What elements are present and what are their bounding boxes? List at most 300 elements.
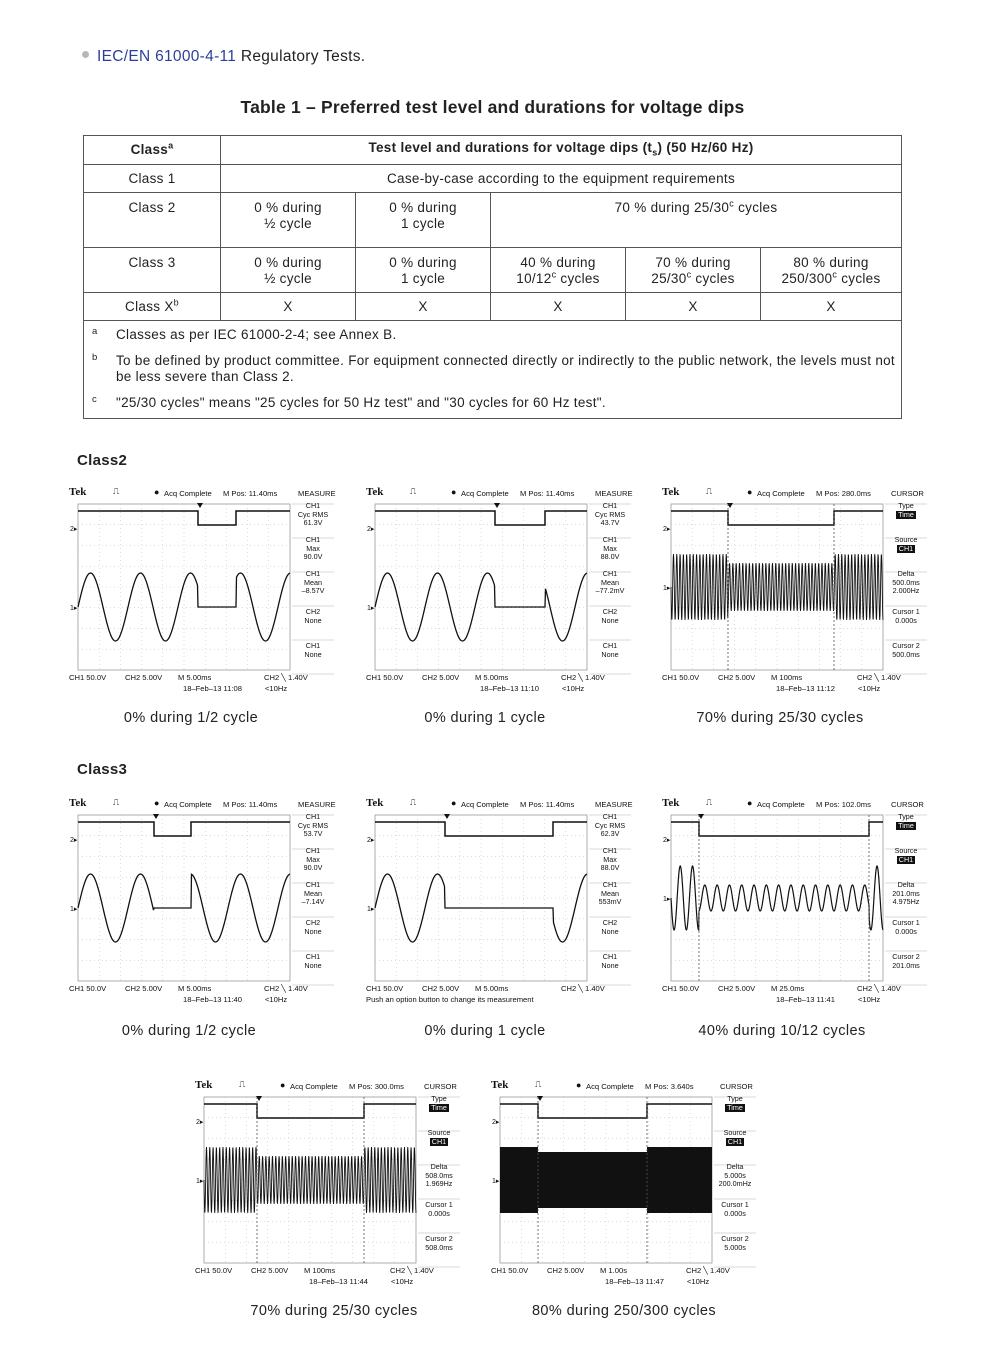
- class3-cell-3: 40 % during 10/12$^c$ cycles: [491, 248, 626, 293]
- timestamp: 18–Feb–13 11:47: [605, 1277, 664, 1286]
- side-menu-value: 0.000s: [724, 1208, 746, 1218]
- hint-text: Push an option button to change its measurement: [366, 995, 534, 1004]
- side-menu-button[interactable]: [587, 608, 633, 625]
- oscilloscope-screen: [68, 487, 336, 693]
- ch2-gate-trace: [204, 1104, 416, 1118]
- side-menu-button[interactable]: [290, 536, 336, 562]
- side-menu-value: CH1: [305, 569, 321, 578]
- oscilloscope-screen: [365, 798, 633, 1004]
- side-menu-button[interactable]: [883, 919, 929, 936]
- class2-cell-1: 0 % during ½ cycle: [221, 193, 356, 248]
- standard-link[interactable]: IEC/EN 61000-4-11: [97, 48, 237, 65]
- side-menu-value: 88.0V: [600, 552, 620, 562]
- ch2-scale: CH2 5.00V: [422, 984, 460, 993]
- table-title: Table 1 – Preferred test level and durations for voltage dips: [240, 97, 745, 117]
- side-menu-value: Mean: [304, 888, 322, 898]
- side-menu-value: CH1: [602, 880, 618, 889]
- side-menu-button[interactable]: [290, 642, 336, 659]
- caption-class3-40pct: 40% during 10/12 cycles: [698, 1023, 866, 1039]
- ch2-scale: CH2 5.00V: [251, 1266, 289, 1275]
- horizontal-position: M Pos: 11.40ms: [223, 489, 278, 498]
- side-menu-button[interactable]: [416, 1163, 462, 1189]
- side-menu-value: None: [304, 649, 322, 659]
- side-menu-button[interactable]: [290, 570, 336, 596]
- note-b: b To be defined by product committee. For equipment connected directly or indirectly to the public network, the levels must not be less severe than Class 2.: [92, 352, 895, 384]
- side-menu-value: Mean: [304, 577, 322, 587]
- voltage-dip-table: [83, 135, 902, 419]
- table-header-row: [84, 136, 902, 165]
- side-menu-value: Cursor 2: [425, 1234, 453, 1243]
- caption-class2-one-cycle: 0% during 1 cycle: [424, 710, 546, 726]
- graticule-grid: [671, 815, 883, 981]
- class3-cell-2: 0 % during 1 cycle: [356, 248, 491, 293]
- side-menu-button[interactable]: [712, 1129, 758, 1146]
- side-menu-button[interactable]: [883, 570, 929, 596]
- acq-status: Acq Complete: [757, 800, 805, 809]
- side-menu-value: Cursor 2: [721, 1234, 749, 1243]
- classx-cell: X: [356, 293, 491, 321]
- side-menu-value: 201.0ms: [892, 960, 920, 970]
- side-menu-button[interactable]: [587, 881, 633, 907]
- side-menu-value: Max: [603, 854, 617, 864]
- trigger-frequency: <10Hz: [687, 1277, 710, 1286]
- side-menu-button[interactable]: [587, 953, 633, 970]
- side-menu-button[interactable]: [883, 953, 929, 970]
- ch2-gate-trace: [375, 822, 587, 836]
- tek-logo: Tek: [662, 486, 680, 498]
- acq-status: Acq Complete: [164, 489, 212, 498]
- horizontal-position: M Pos: 102.0ms: [816, 800, 871, 809]
- ch1-marker: 1▸: [196, 1178, 204, 1185]
- header-levels: Test level and durations for voltage dips $(t_s)$ (50 Hz/60 Hz): [221, 136, 902, 165]
- acq-status-icon: ●: [451, 487, 457, 497]
- side-menu-value: 43.7V: [600, 518, 620, 528]
- class3-cell-4: 70 % during 25/30$^c$ cycles: [626, 248, 761, 293]
- tek-logo: Tek: [662, 797, 680, 809]
- side-menu-button[interactable]: [587, 536, 633, 562]
- timestamp: 18–Feb–13 11:40: [183, 995, 242, 1004]
- side-menu-value: CH2: [305, 918, 321, 927]
- horizontal-position: M Pos: 11.40ms: [520, 489, 575, 498]
- side-menu-value: None: [601, 615, 619, 625]
- side-menu-value: Max: [306, 543, 320, 553]
- oscilloscope-screen: [661, 798, 929, 1004]
- ch1-scale: CH1 50.0V: [69, 984, 107, 993]
- side-menu-value: Mean: [601, 888, 619, 898]
- ch2-marker: 2▸: [70, 526, 78, 533]
- ch1-marker: 1▸: [663, 896, 671, 903]
- side-menu-button[interactable]: [587, 847, 633, 873]
- timestamp: 18–Feb–13 11:10: [480, 684, 539, 693]
- side-menu-value: 553mV: [598, 897, 622, 907]
- side-menu-value: CH1: [898, 543, 914, 553]
- ch2-gate-trace: [671, 511, 883, 525]
- ch2-gate-trace: [78, 822, 290, 836]
- side-menu-value: CH1: [602, 812, 618, 821]
- trigger-position-icon: [197, 503, 203, 508]
- ch1-marker: 1▸: [367, 906, 375, 913]
- classx-label: Class $X^b$: [84, 293, 221, 321]
- side-menu-value: CH1: [305, 952, 321, 961]
- side-menu-button[interactable]: [712, 1235, 758, 1252]
- ch1-scale: CH1 50.0V: [366, 673, 404, 682]
- side-menu-value: CH2: [305, 607, 321, 616]
- ch2-scale: CH2 5.00V: [125, 984, 163, 993]
- side-menu-value: 0.000s: [428, 1208, 450, 1218]
- ch2-marker: 2▸: [492, 1119, 500, 1126]
- side-menu-value: 500.0ms: [892, 577, 920, 587]
- side-menu-value: Cyc RMS: [594, 820, 626, 830]
- ch2-scale: CH2 5.00V: [718, 673, 756, 682]
- menu-title: CURSOR: [891, 489, 924, 498]
- side-menu-value: 90.0V: [303, 552, 323, 562]
- classx-cell: X: [221, 293, 356, 321]
- timestamp: 18–Feb–13 11:12: [776, 684, 835, 693]
- side-menu-button[interactable]: [883, 642, 929, 659]
- side-menu-value: –77.2mV: [595, 586, 625, 596]
- menu-title: CURSOR: [720, 1082, 753, 1091]
- side-menu-button[interactable]: [416, 1095, 462, 1112]
- ch2-scale: CH2 5.00V: [718, 984, 756, 993]
- table-notes-row: [84, 321, 902, 419]
- side-menu-value: CH1: [305, 641, 321, 650]
- side-menu-value: 4.975Hz: [892, 897, 920, 907]
- note-c: c "25/30 cycles" means "25 cycles for 50 Hz test" and "30 cycles for 60 Hz test".: [92, 394, 606, 410]
- ch1-marker: 1▸: [367, 605, 375, 612]
- tek-logo: Tek: [366, 797, 384, 809]
- graticule-grid: [78, 815, 290, 981]
- caption-class3-half-cycle: 0% during 1/2 cycle: [121, 1023, 257, 1039]
- menu-title: MEASURE: [298, 800, 336, 809]
- side-menu-value: Type: [898, 812, 914, 821]
- acq-status-icon: ●: [451, 798, 457, 808]
- side-menu-button[interactable]: [290, 813, 336, 839]
- side-menu-value: Cyc RMS: [594, 509, 626, 519]
- class3-label: Class 3: [84, 248, 221, 293]
- side-menu-value: 88.0V: [600, 863, 620, 873]
- ch1-scale: CH1 50.0V: [69, 673, 107, 682]
- side-menu-value: CH1: [305, 535, 321, 544]
- side-menu-button[interactable]: [290, 608, 336, 625]
- horizontal-position: M Pos: 280.0ms: [816, 489, 871, 498]
- tek-logo: Tek: [69, 486, 87, 498]
- trigger-level: CH2 ╲ 1.40V: [264, 673, 308, 682]
- side-menu-button[interactable]: [290, 502, 336, 528]
- classx-cell: X: [491, 293, 626, 321]
- side-menu-button[interactable]: [883, 881, 929, 907]
- side-menu-value: 508.0ms: [425, 1242, 453, 1252]
- caption-class2-half-cycle: 0% during 1/2 cycle: [123, 710, 259, 726]
- graticule-grid: [375, 504, 587, 670]
- menu-title: MEASURE: [595, 489, 633, 498]
- trigger-frequency: <10Hz: [391, 1277, 414, 1286]
- oscilloscope-screen: [365, 487, 633, 693]
- side-menu-value: CH1: [602, 846, 618, 855]
- trigger-level: CH2 ╲ 1.40V: [686, 1266, 730, 1275]
- ch1-marker: 1▸: [70, 906, 78, 913]
- side-menu-value: CH1: [602, 569, 618, 578]
- caption-class3-80pct: 80% during 250/300 cycles: [531, 1303, 717, 1319]
- oscilloscope-screen: [490, 1080, 758, 1286]
- side-menu-button[interactable]: [587, 570, 633, 596]
- ch1-waveform: [375, 573, 587, 641]
- table-row-class3: [84, 248, 902, 293]
- graticule-grid: [375, 815, 587, 981]
- tek-logo: Tek: [195, 1079, 213, 1091]
- menu-title: MEASURE: [595, 800, 633, 809]
- trigger-level: CH2 ╲ 1.40V: [561, 984, 605, 993]
- side-menu-button[interactable]: [883, 502, 929, 519]
- side-menu-button[interactable]: [416, 1235, 462, 1252]
- horizontal-position: M Pos: 11.40ms: [223, 800, 278, 809]
- side-menu-value: Type: [727, 1094, 743, 1103]
- side-menu-value: CH1: [305, 846, 321, 855]
- timebase: M 25.0ms: [771, 984, 805, 993]
- ch1-scale: CH1 50.0V: [195, 1266, 233, 1275]
- section-class2: Class2: [77, 452, 128, 469]
- ch1-waveform: [671, 554, 883, 620]
- timestamp: 18–Feb–13 11:44: [309, 1277, 368, 1286]
- side-menu-value: CH1: [305, 812, 321, 821]
- side-menu-value: 2.000Hz: [892, 586, 920, 596]
- trigger-status-icon: ⎍: [410, 486, 417, 496]
- acq-status: Acq Complete: [586, 1082, 634, 1091]
- acq-status-icon: ●: [280, 1080, 286, 1090]
- caption-class2-70pct: 70% during 25/30 cycles: [696, 710, 864, 726]
- oscilloscope-screen: [661, 487, 929, 693]
- side-menu-value: 0.000s: [895, 615, 917, 625]
- side-menu-value: Mean: [601, 577, 619, 587]
- horizontal-position: M Pos: 11.40ms: [520, 800, 575, 809]
- trigger-position-icon: [494, 503, 500, 508]
- side-menu-value: 1.969Hz: [425, 1179, 453, 1189]
- classx-cell: X: [626, 293, 761, 321]
- side-menu-value: None: [601, 649, 619, 659]
- oscilloscope-screen: [68, 798, 336, 1004]
- timebase: M 5.00ms: [178, 673, 212, 682]
- note-a: a Classes as per IEC 61000-2-4; see Annex B.: [92, 326, 397, 342]
- acq-status: Acq Complete: [290, 1082, 338, 1091]
- timebase: M 100ms: [771, 673, 803, 682]
- trigger-level: CH2 ╲ 1.40V: [390, 1266, 434, 1275]
- side-menu-button[interactable]: [883, 847, 929, 864]
- acq-status-icon: ●: [747, 487, 753, 497]
- timebase: M 5.00ms: [178, 984, 212, 993]
- side-menu-value: 5.000s: [724, 1170, 746, 1180]
- side-menu-button[interactable]: [587, 642, 633, 659]
- acq-status-icon: ●: [576, 1080, 582, 1090]
- trigger-frequency: <10Hz: [265, 995, 288, 1004]
- side-menu-value: Delta: [897, 880, 915, 889]
- side-menu-value: Source: [894, 846, 918, 855]
- trigger-level: CH2 ╲ 1.40V: [857, 984, 901, 993]
- side-menu-value: None: [601, 960, 619, 970]
- side-menu-value: Source: [427, 1128, 451, 1137]
- side-menu-button[interactable]: [883, 608, 929, 625]
- trigger-position-icon: [153, 814, 159, 819]
- ch1-marker: 1▸: [663, 585, 671, 592]
- tek-logo: Tek: [69, 797, 87, 809]
- trigger-level: CH2 ╲ 1.40V: [561, 673, 605, 682]
- class3-cell-5: 80 % during 250/300$^c$ cycles: [761, 248, 902, 293]
- side-menu-button[interactable]: [587, 919, 633, 936]
- side-menu-value: 0.000s: [895, 926, 917, 936]
- acq-status: Acq Complete: [461, 489, 509, 498]
- side-menu-value: Cursor 1: [892, 607, 920, 616]
- side-menu-value: Type: [898, 501, 914, 510]
- class2-cell-3: 70 % during 25/30$^c$ cycles: [491, 193, 902, 248]
- side-menu-value: None: [304, 926, 322, 936]
- ch2-gate-trace: [500, 1104, 712, 1118]
- ch2-gate-trace: [671, 822, 883, 836]
- side-menu-value: 53.7V: [303, 829, 323, 839]
- side-menu-button[interactable]: [712, 1095, 758, 1112]
- class3-cell-1: 0 % during ½ cycle: [221, 248, 356, 293]
- side-menu-value: CH1: [602, 641, 618, 650]
- side-menu-value: Cursor 1: [721, 1200, 749, 1209]
- side-menu-button[interactable]: [290, 881, 336, 907]
- ch1-scale: CH1 50.0V: [662, 673, 700, 682]
- ch2-marker: 2▸: [663, 526, 671, 533]
- side-menu-value: CH1: [305, 880, 321, 889]
- menu-title: CURSOR: [424, 1082, 457, 1091]
- side-menu-value: CH1: [305, 501, 321, 510]
- side-menu-button[interactable]: [712, 1201, 758, 1218]
- side-menu-button[interactable]: [587, 813, 633, 839]
- table-row-classx: [84, 293, 902, 321]
- side-menu-value: Source: [723, 1128, 747, 1137]
- side-menu-value: –8.57V: [301, 586, 325, 596]
- trigger-status-icon: ⎍: [706, 486, 713, 496]
- table-row-class2: [84, 193, 902, 248]
- timestamp: 18–Feb–13 11:41: [776, 995, 835, 1004]
- side-menu-value: Delta: [430, 1162, 448, 1171]
- ch1-scale: CH1 50.0V: [366, 984, 404, 993]
- ch1-marker: 1▸: [70, 605, 78, 612]
- table-row-class1: [84, 165, 902, 193]
- side-menu-value: CH2: [602, 607, 618, 616]
- side-menu-value: CH1: [602, 535, 618, 544]
- side-menu-value: CH1: [431, 1136, 447, 1146]
- ch2-marker: 2▸: [367, 526, 375, 533]
- oscilloscope-screen: [194, 1080, 462, 1286]
- trigger-status-icon: ⎍: [113, 797, 120, 807]
- ch2-scale: CH2 5.00V: [422, 673, 460, 682]
- side-menu-value: None: [304, 960, 322, 970]
- side-menu-button[interactable]: [290, 847, 336, 873]
- acq-status-icon: ●: [154, 487, 160, 497]
- ch2-marker: 2▸: [70, 837, 78, 844]
- ch2-gate-trace: [375, 511, 587, 525]
- horizontal-position: M Pos: 3.640s: [645, 1082, 694, 1091]
- tek-logo: Tek: [366, 486, 384, 498]
- class2-cell-2: 0 % during 1 cycle: [356, 193, 491, 248]
- trigger-frequency: <10Hz: [265, 684, 288, 693]
- trigger-status-icon: ⎍: [535, 1079, 542, 1089]
- side-menu-value: None: [601, 926, 619, 936]
- ch1-marker: 1▸: [492, 1178, 500, 1185]
- side-menu-value: CH1: [727, 1136, 743, 1146]
- side-menu-value: 61.3V: [303, 518, 323, 528]
- side-menu-value: Cursor 2: [892, 952, 920, 961]
- side-menu-button[interactable]: [587, 502, 633, 528]
- ch1-waveform: [204, 1147, 416, 1213]
- side-menu-button[interactable]: [290, 919, 336, 936]
- table-notes: [84, 321, 902, 419]
- timebase: M 5.00ms: [475, 984, 509, 993]
- trigger-status-icon: ⎍: [113, 486, 120, 496]
- ch1-scale: CH1 50.0V: [662, 984, 700, 993]
- side-menu-button[interactable]: [290, 953, 336, 970]
- side-menu-value: CH1: [898, 854, 914, 864]
- side-menu-button[interactable]: [416, 1129, 462, 1146]
- bullet-icon: [82, 51, 89, 58]
- menu-title: MEASURE: [298, 489, 336, 498]
- ch2-marker: 2▸: [196, 1119, 204, 1126]
- classx-cell: X: [761, 293, 902, 321]
- side-menu-value: Time: [727, 1102, 743, 1112]
- trigger-frequency: <10Hz: [562, 684, 585, 693]
- side-menu-button[interactable]: [416, 1201, 462, 1218]
- side-menu-value: 90.0V: [303, 863, 323, 873]
- trigger-status-icon: ⎍: [706, 797, 713, 807]
- intro-line: [82, 48, 365, 66]
- section-class3: Class3: [77, 761, 128, 778]
- side-menu-value: Time: [898, 509, 914, 519]
- side-menu-value: Cyc RMS: [297, 820, 329, 830]
- side-menu-button[interactable]: [883, 813, 929, 830]
- ch2-scale: CH2 5.00V: [125, 673, 163, 682]
- timebase: M 5.00ms: [475, 673, 509, 682]
- side-menu-value: CH1: [602, 501, 618, 510]
- side-menu-value: CH2: [602, 918, 618, 927]
- acq-status-icon: ●: [154, 798, 160, 808]
- side-menu-value: Delta: [726, 1162, 744, 1171]
- side-menu-value: 201.0ms: [892, 888, 920, 898]
- ch2-gate-trace: [78, 511, 290, 525]
- class1-text: Case-by-case according to the equipment requirements: [221, 165, 902, 193]
- trigger-status-icon: ⎍: [239, 1079, 246, 1089]
- acq-status: Acq Complete: [757, 489, 805, 498]
- trigger-frequency: <10Hz: [858, 684, 881, 693]
- class1-label: Class 1: [84, 165, 221, 193]
- side-menu-button[interactable]: [883, 536, 929, 553]
- side-menu-button[interactable]: [712, 1163, 758, 1189]
- intro-text: Regulatory Tests.: [236, 48, 366, 65]
- trigger-position-icon: [444, 814, 450, 819]
- side-menu-value: Delta: [897, 569, 915, 578]
- side-menu-value: Time: [898, 820, 914, 830]
- side-menu-value: CH1: [602, 952, 618, 961]
- trigger-level: CH2 ╲ 1.40V: [857, 673, 901, 682]
- trigger-level: CH2 ╲ 1.40V: [264, 984, 308, 993]
- side-menu-value: 5.000s: [724, 1242, 746, 1252]
- ch2-marker: 2▸: [367, 837, 375, 844]
- ch1-scale: CH1 50.0V: [491, 1266, 529, 1275]
- graticule-grid: [78, 504, 290, 670]
- caption-class3-70pct: 70% during 25/30 cycles: [250, 1303, 418, 1319]
- acq-status: Acq Complete: [461, 800, 509, 809]
- class2-label: Class 2: [84, 193, 221, 248]
- side-menu-value: Cursor 1: [892, 918, 920, 927]
- side-menu-value: None: [304, 615, 322, 625]
- ch2-marker: 2▸: [663, 837, 671, 844]
- side-menu-value: Max: [603, 543, 617, 553]
- side-menu-value: 200.0mHz: [718, 1179, 752, 1189]
- header-class: Class$^a$: [84, 136, 221, 165]
- trigger-status-icon: ⎍: [410, 797, 417, 807]
- acq-status-icon: ●: [747, 798, 753, 808]
